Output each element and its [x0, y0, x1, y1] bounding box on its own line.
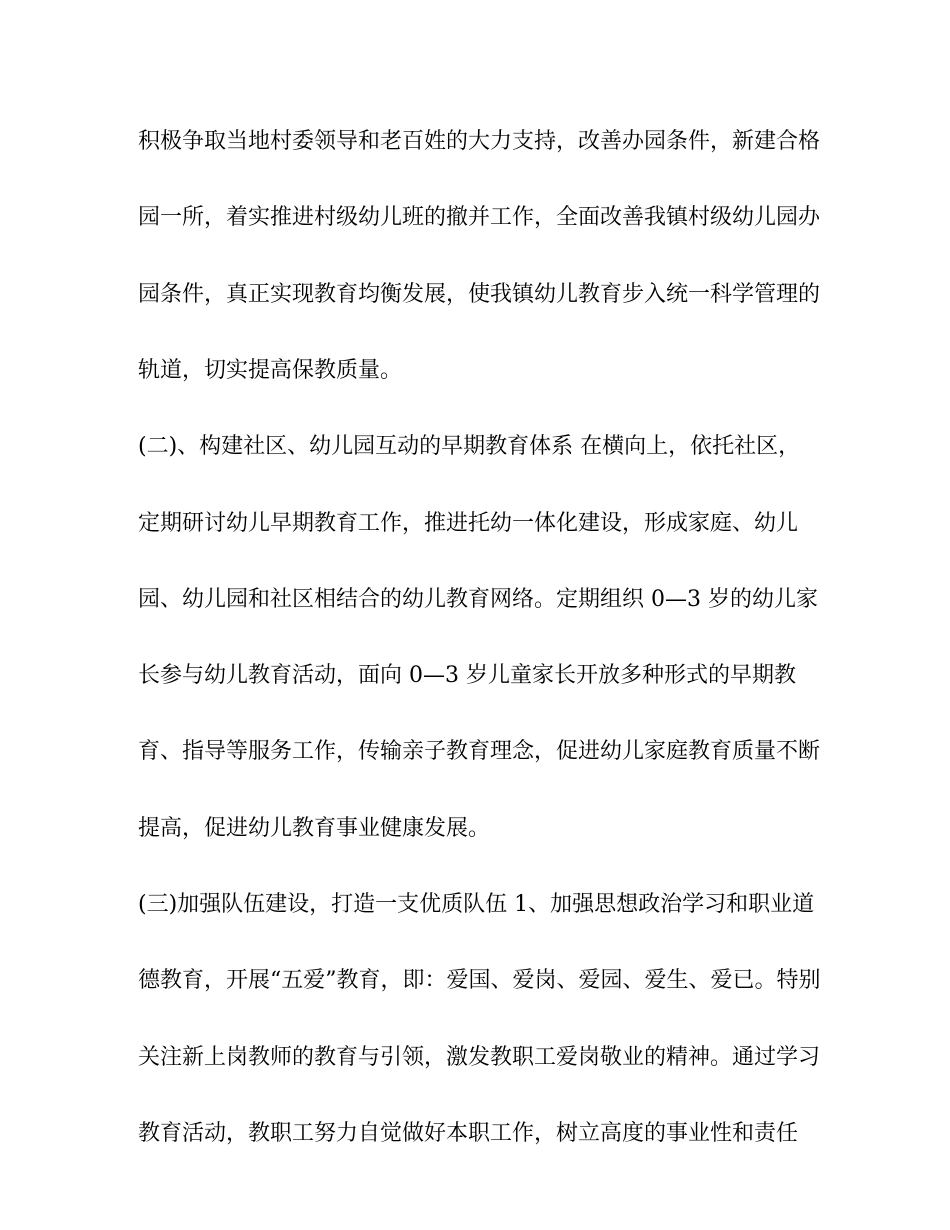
text-line: 轨道，切实提高保教质量。: [138, 358, 403, 383]
text-line: 教育活动，教职工努力自觉做好本职工作，树立高度的事业性和责任: [138, 1121, 799, 1146]
text-line: (二)、构建社区、幼儿园互动的早期教育体系 在横向上，依托社区，: [138, 434, 801, 459]
text-line: 定期研讨幼儿早期教育工作，推进托幼一体化建设，形成家庭、幼儿: [138, 511, 799, 536]
text-line: 关注新上岗教师的教育与引领，激发教职工爱岗敬业的精神。通过学习: [138, 1045, 821, 1070]
text-line: 园一所，着实推进村级幼儿班的撤并工作，全面改善我镇村级幼儿园办: [138, 205, 821, 230]
text-line: 园条件，真正实现教育均衡发展，使我镇幼儿教育步入统一科学管理的: [138, 282, 821, 307]
text-line: 育、指导等服务工作，传输亲子教育理念，促进幼儿家庭教育质量不断: [138, 739, 821, 764]
text-line: 园、幼儿园和社区相结合的幼儿教育网络。定期组织 0—3 岁的幼儿家: [138, 587, 818, 612]
text-line: (三)加强队伍建设，打造一支优质队伍 1、加强思想政治学习和职业道: [138, 892, 815, 917]
text-line: 提高，促进幼儿教育事业健康发展。: [138, 816, 491, 841]
text-line: 长参与幼儿教育活动，面向 0—3 岁儿童家长开放多种形式的早期教: [138, 663, 796, 688]
text-line: 积极争取当地村委领导和老百姓的大力支持，改善办园条件，新建合格: [138, 129, 821, 154]
text-line: 德教育，开展“五爱”教育，即：爱国、爱岗、爱园、爱生、爱已。特别: [138, 968, 821, 993]
